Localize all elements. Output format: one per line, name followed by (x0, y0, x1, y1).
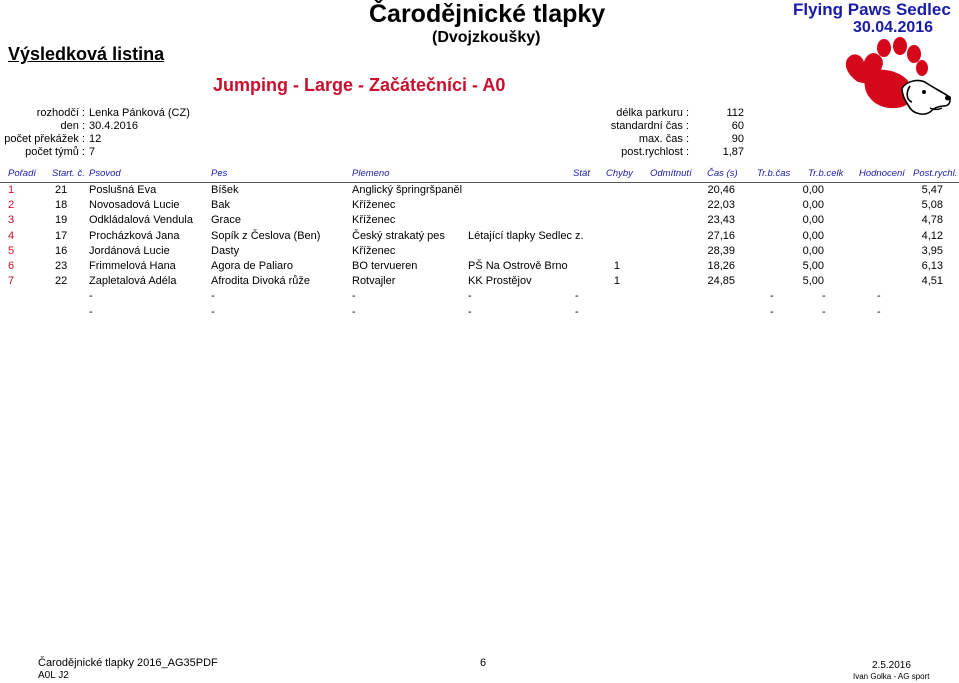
empty-cell-dash: - (575, 305, 579, 318)
empty-cell-dash: - (575, 290, 579, 303)
table-row (0, 199, 959, 214)
start-number-cell: 17 (55, 229, 68, 242)
footer-document-name: Čarodějnické tlapky 2016_AG35PDF (38, 657, 218, 669)
col-speed: Post.rychl. (913, 168, 958, 179)
rank-cell: 5 (8, 244, 15, 257)
rank-cell: 3 (8, 214, 15, 227)
breed-cell: Kříženec (352, 214, 396, 227)
total-penalty-cell: 0,00 (802, 229, 824, 242)
info-value-standard-time: 60 (731, 120, 744, 132)
empty-cell-dash: - (211, 305, 215, 318)
handler-cell: Zapletalová Adéla (89, 275, 177, 288)
col-time-penalty: Tr.b.čas (757, 168, 791, 179)
paw-heart-dog-logo-icon (838, 36, 956, 125)
rank-cell: 7 (8, 275, 15, 288)
breed-cell: Kříženec (352, 199, 396, 212)
total-penalty-cell: 0,00 (802, 184, 824, 196)
info-label-day: den : (60, 120, 85, 132)
breed-cell: Anglický špringršpaněl (352, 184, 463, 196)
print-date: 2.5.2016 (872, 660, 911, 671)
info-value-obstacles: 12 (89, 133, 102, 145)
empty-cell-dash: - (468, 290, 472, 303)
competition-title: Čarodějnické tlapky (369, 0, 606, 28)
col-handler: Psovod (89, 168, 121, 179)
dog-cell: Bíšek (211, 184, 239, 196)
speed-cell: 3,95 (921, 244, 943, 257)
club-cell: KK Prostějov (468, 275, 532, 288)
empty-cell-dash: - (89, 305, 93, 318)
speed-cell: 4,51 (921, 275, 943, 288)
empty-cell-dash: - (89, 290, 93, 303)
handler-cell: Poslušná Eva (89, 184, 157, 196)
footer-code: A0L J2 (38, 670, 69, 681)
handler-cell: Procházková Jana (89, 229, 180, 242)
empty-cell-dash: - (770, 290, 774, 303)
rank-cell: 2 (8, 199, 15, 212)
time-cell: 28,39 (707, 244, 735, 257)
info-label-max-time: max. čas : (638, 133, 689, 145)
empty-row (0, 306, 959, 321)
start-number-cell: 19 (55, 214, 68, 227)
info-label-teams: počet týmů : (25, 146, 85, 158)
club-cell: Létající tlapky Sedlec z. (468, 229, 584, 242)
table-row (0, 275, 959, 290)
empty-cell-dash: - (822, 290, 826, 303)
breed-cell: Rotvajler (352, 275, 396, 288)
time-cell: 23,43 (707, 214, 735, 227)
total-penalty-cell: 0,00 (802, 244, 824, 257)
document-title: Výsledková listina (8, 44, 165, 64)
breed-cell: BO tervueren (352, 260, 418, 272)
dog-cell: Dasty (211, 244, 240, 257)
col-start-number: Start. č. (52, 168, 85, 179)
info-value-judge: Lenka Pánková (CZ) (89, 107, 190, 119)
dog-cell: Sopík z Česlova (Ben) (211, 229, 321, 242)
start-number-cell: 16 (55, 244, 68, 257)
table-row (0, 230, 959, 245)
handler-cell: Odkládalová Vendula (89, 214, 193, 227)
info-value-course-length: 112 (726, 107, 744, 119)
results-table-header (0, 168, 959, 183)
speed-cell: 5,47 (921, 184, 943, 196)
info-label-course-length: délka parkuru : (616, 107, 689, 119)
breed-cell: Kříženec (352, 244, 396, 257)
col-rank: Pořadí (8, 168, 36, 179)
faults-cell: 1 (613, 275, 620, 288)
time-cell: 18,26 (707, 260, 735, 272)
info-label-speed: post.rychlost : (621, 146, 689, 158)
handler-cell: Jordánová Lucie (89, 244, 170, 257)
club-cell: PŠ Na Ostrově Brno (468, 260, 568, 272)
total-penalty-cell: 5,00 (802, 260, 824, 272)
info-value-max-time: 90 (731, 133, 744, 145)
breed-cell: Český strakatý pes (352, 229, 445, 242)
col-dog: Pes (211, 168, 228, 179)
time-cell: 24,85 (707, 275, 735, 288)
start-number-cell: 21 (55, 184, 68, 196)
col-refusals: Odmítnutí (650, 168, 692, 179)
event-title: Jumping - Large - Začátečníci - A0 (213, 75, 506, 95)
table-row (0, 260, 959, 275)
total-penalty-cell: 0,00 (802, 199, 824, 212)
competition-subtitle: (Dvojzkoušky) (432, 29, 541, 46)
info-label-obstacles: počet překážek : (4, 133, 85, 145)
speed-cell: 4,12 (921, 229, 943, 242)
empty-cell-dash: - (352, 290, 356, 303)
handler-cell: Novosadová Lucie (89, 199, 180, 212)
dog-cell: Agora de Paliaro (211, 260, 293, 272)
col-faults: Chyby (606, 168, 633, 179)
rank-cell: 6 (8, 260, 15, 272)
info-value-teams: 7 (89, 146, 96, 158)
col-breed: Plemeno (352, 168, 390, 179)
time-cell: 27,16 (707, 229, 735, 242)
empty-cell-dash: - (877, 305, 881, 318)
table-row (0, 245, 959, 260)
col-time: Čas (s) (707, 168, 738, 179)
info-label-standard-time: standardní čas : (610, 120, 689, 132)
info-label-judge: rozhodčí : (36, 107, 85, 119)
dog-cell: Bak (211, 199, 230, 212)
col-total-penalty: Tr.b.celk (808, 168, 844, 179)
software-credit: Ivan Golka - AG sport (853, 672, 930, 681)
empty-cell-dash: - (468, 305, 472, 318)
dog-cell: Grace (211, 214, 241, 227)
empty-cell-dash: - (770, 305, 774, 318)
page-number: 6 (480, 657, 487, 669)
rank-cell: 1 (8, 184, 15, 196)
rank-cell: 4 (8, 229, 15, 242)
competition-date: 30.04.2016 (853, 19, 934, 36)
info-value-day: 30.4.2016 (89, 120, 138, 132)
info-value-speed: 1,87 (722, 146, 744, 158)
empty-cell-dash: - (352, 305, 356, 318)
total-penalty-cell: 5,00 (802, 275, 824, 288)
handler-cell: Frimmelová Hana (89, 260, 176, 272)
empty-cell-dash: - (877, 290, 881, 303)
faults-cell: 1 (613, 260, 620, 272)
col-rating: Hodnocení (859, 168, 905, 179)
table-row (0, 184, 959, 199)
time-cell: 20,46 (707, 184, 735, 196)
table-row (0, 214, 959, 229)
start-number-cell: 22 (55, 275, 68, 288)
start-number-cell: 23 (55, 260, 68, 272)
empty-row (0, 290, 959, 305)
speed-cell: 5,08 (921, 199, 943, 212)
col-country: Stát (573, 168, 590, 179)
organizer-club: Flying Paws Sedlec (793, 0, 951, 19)
speed-cell: 6,13 (921, 260, 943, 272)
empty-cell-dash: - (822, 305, 826, 318)
dog-cell: Afrodita Divoká růže (211, 275, 311, 288)
total-penalty-cell: 0,00 (802, 214, 824, 227)
time-cell: 22,03 (707, 199, 735, 212)
start-number-cell: 18 (55, 199, 68, 212)
empty-cell-dash: - (211, 290, 215, 303)
speed-cell: 4,78 (921, 214, 943, 227)
